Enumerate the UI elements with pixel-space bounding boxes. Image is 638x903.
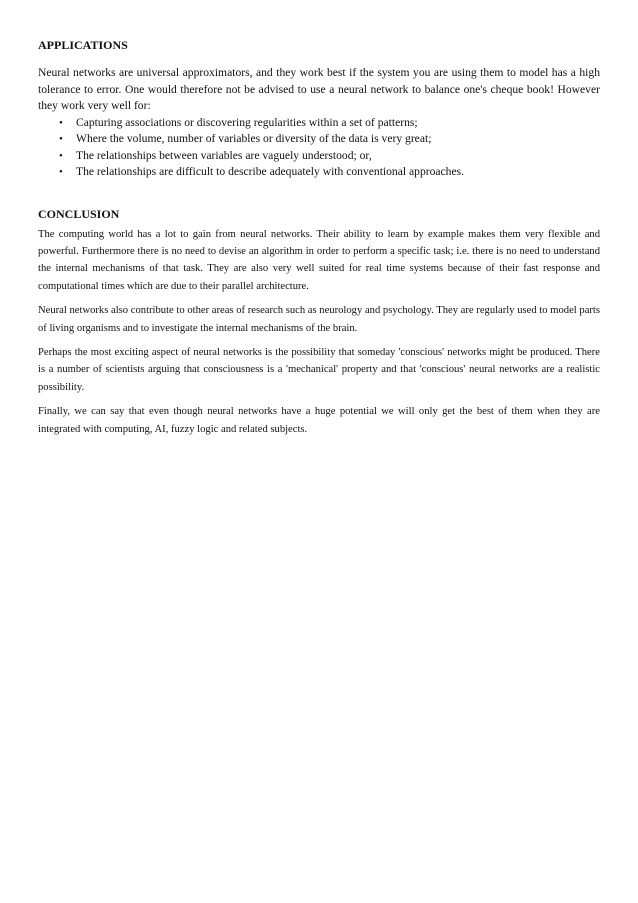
document-page (38, 38, 600, 445)
list-item-text: Where the volume, number of variables or diversity of the data is very great; (76, 132, 432, 145)
conclusion-paragraph: Finally, we can say that even though neural networks have a huge potential we will only get the best of them when they are integrated with computing, AI, fuzzy logic and related subjects. (38, 406, 600, 435)
bullet-icon: • (59, 116, 63, 129)
list-item-text: The relationships are difficult to describe adequately with conventional approaches. (76, 165, 465, 178)
applications-bullet-list (38, 115, 600, 181)
conclusion-paragraph: Neural networks also contribute to other areas of research such as neurology and psychology. They are regularly used to model parts of living organisms and to investigate the internal mechanisms of the brain. (38, 305, 600, 334)
conclusion-paragraph: Perhaps the most exciting aspect of neural networks is the possibility that someday 'conscious' networks might be produced. There is a number of scientists arguing that consciousness is a 'mechanical' property and that 'conscious' neural networks are a realistic possibility. (38, 346, 600, 393)
bullet-icon: • (59, 133, 63, 145)
applications-heading: APPLICATIONS (38, 38, 128, 52)
conclusion-paragraph: The computing world has a lot to gain from neural networks. Their ability to learn by example makes them very flexible and powerful. Furthermore there is no need to devise an algorithm in order to perform a specific task; i.e. there is no need to understand the internal mechanisms of that task. They are also very well suited for real time systems because of their fast response and computational times which are due to their parallel architecture. (38, 228, 600, 292)
list-item-text: Capturing associations or discovering regularities within a set of patterns; (76, 115, 418, 129)
list-item (59, 148, 600, 165)
bullet-icon: • (59, 166, 63, 178)
conclusion-section (38, 207, 600, 438)
conclusion-heading: CONCLUSION (38, 206, 120, 221)
list-item (59, 115, 600, 132)
list-item-text: The relationships between variables are vaguely understood; or, (76, 148, 372, 162)
applications-section (38, 38, 600, 181)
list-item (59, 131, 600, 148)
applications-intro: Neural networks are universal approximators, and they work best if the system you are using them to model has a high tolerance to error. One would therefore not be advised to use a neural network to balance one's cheque book! However they work very well for: (38, 66, 600, 112)
bullet-icon: • (59, 149, 63, 162)
list-item (59, 164, 600, 181)
